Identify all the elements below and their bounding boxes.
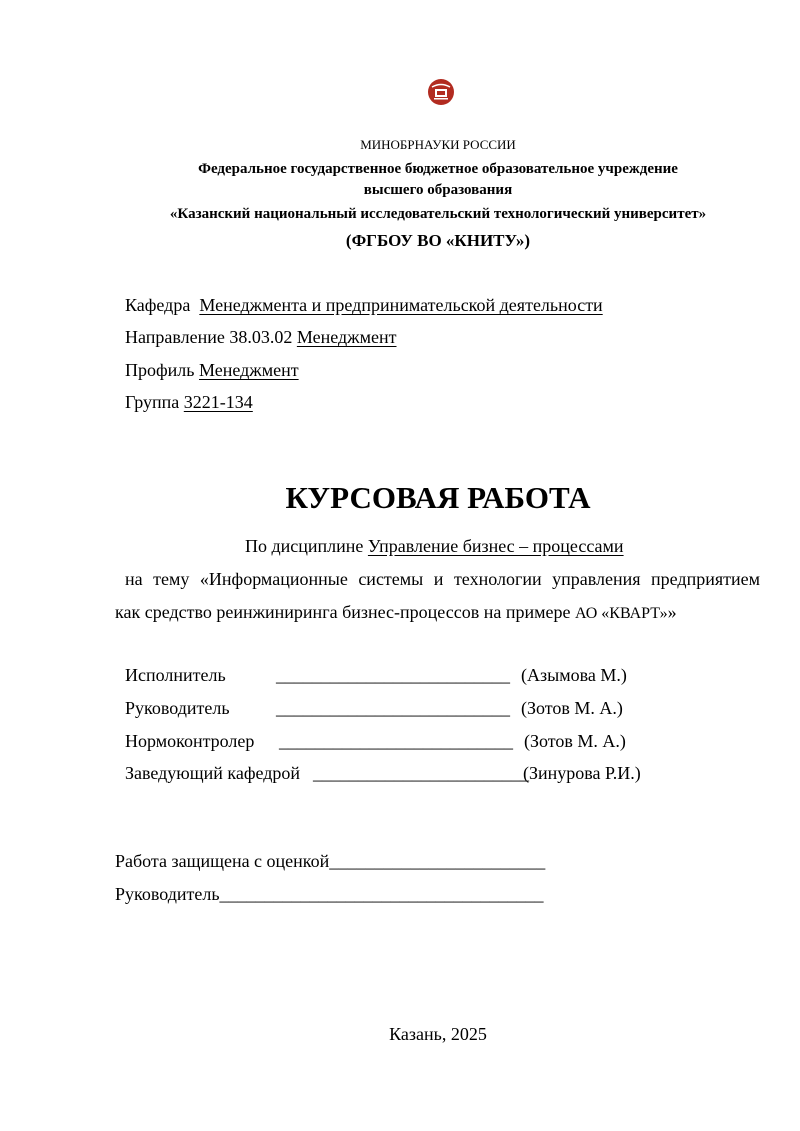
discipline-row [245,536,624,557]
city-year: Казань, 2025 [389,1024,487,1044]
topic-company: АО «КВАРТ» [574,605,668,622]
institution-line-2: высшего образования [363,182,513,198]
profile-value: Менеджмент [199,360,299,380]
group-label: Группа [125,392,180,412]
signature-line: __________________________ [276,665,510,685]
university-logo-icon [427,78,455,106]
signature-role: Заведующий кафедрой [125,763,301,783]
department-label: Кафедра [125,295,191,315]
institution-abbreviation: (ФГБОУ ВО «КНИТУ») [345,231,531,250]
profile-row [125,360,299,381]
direction-value: Менеджмент [296,327,397,347]
signature-row-head [125,763,300,784]
institution-line-1: Федеральное государственное бюджетное образовательное учреждение [198,161,678,177]
signature-name: (Зотов М. А.) [524,731,626,751]
profile-label: Профиль [125,360,195,380]
signature-line: __________________________ [276,698,510,718]
topic-line-2 [115,602,677,623]
signature-role: Нормоконтролер [125,731,255,751]
department-row [125,295,603,316]
signature-role: Руководитель [125,698,230,718]
department-value: Менеджмента и предпринимательской деятельности [199,295,603,315]
work-title: КУРСОВАЯ РАБОТА [285,480,591,515]
defense-grade-line: Работа защищена с оценкой________________________ [115,851,546,871]
signature-line: __________________________ [279,731,513,751]
discipline-value: Управление бизнес – процессами [367,536,624,556]
topic-line-2-main: как средство реинжиниринга бизнес-процессов на примере [115,602,571,622]
group-row [125,392,253,413]
topic-line-1: на тему «Информационные системы и технологии управления предприятием [125,569,760,589]
defense-supervisor-line: Руководитель____________________________________ [115,884,544,904]
discipline-label: По дисциплине [245,536,364,556]
signature-row-supervisor [125,698,230,719]
direction-row [125,327,397,348]
signature-name: (Азымова М.) [521,665,627,685]
direction-label: Направление 38.03.02 [125,327,293,347]
signature-name: (Зинурова Р.И.) [523,763,641,783]
group-value: 3221-134 [183,392,253,412]
signature-row-executor [125,665,226,686]
signature-row-normcontroller [125,731,254,752]
topic-closing-quote: » [667,602,677,622]
signature-name: (Зотов М. А.) [521,698,623,718]
signature-line: ________________________ [313,763,529,783]
ministry-name: МИНОБРНАУКИ РОССИИ [360,137,516,152]
signature-role: Исполнитель [125,665,226,685]
institution-line-3: «Казанский национальный исследовательский технологический университет» [169,206,707,222]
